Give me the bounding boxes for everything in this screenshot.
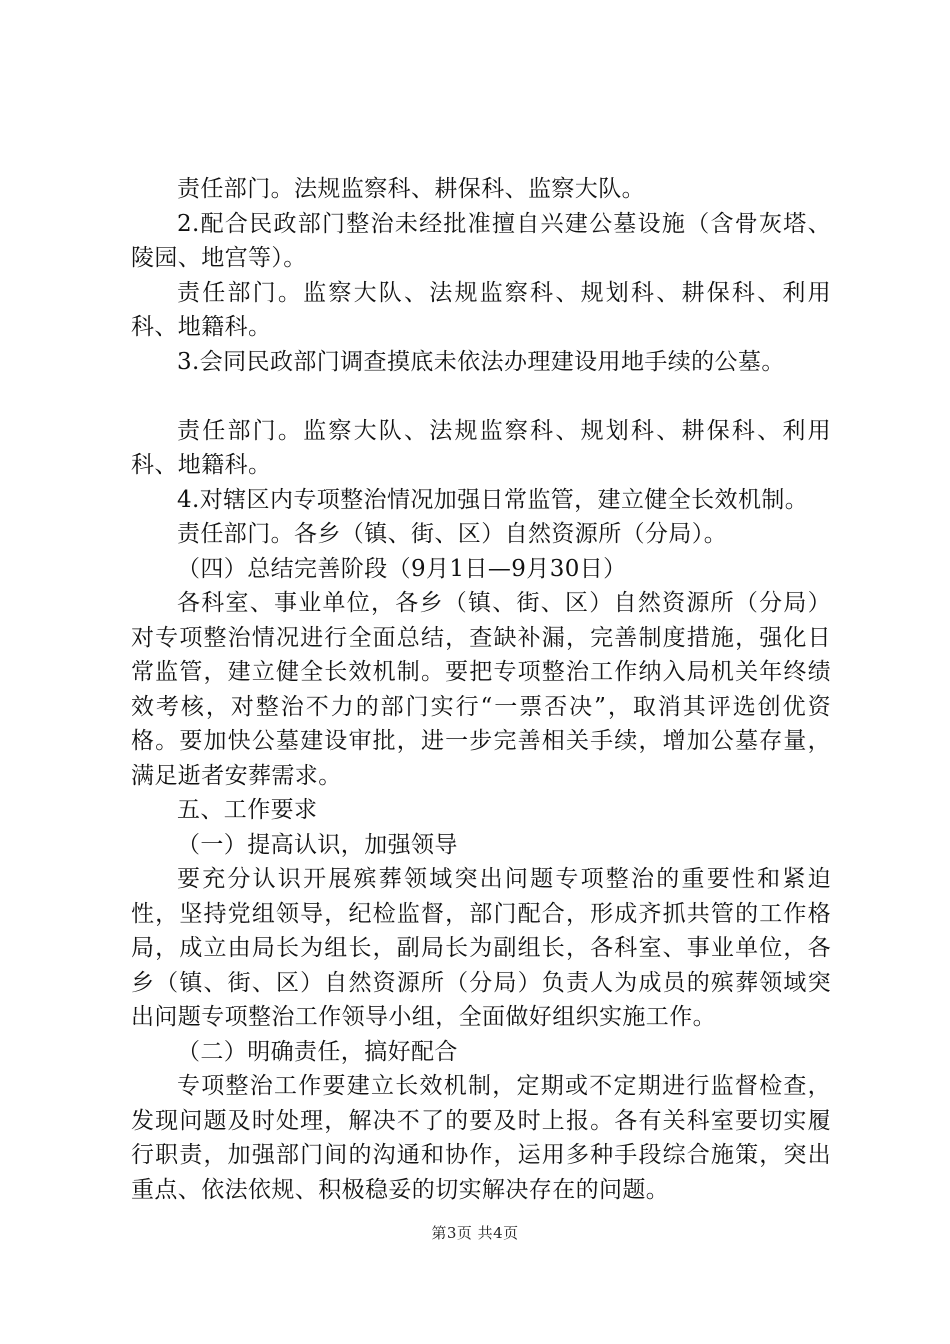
paragraph-leadership: 要充分认识开展殡葬领域突出问题专项整治的重要性和紧迫性，坚持党组领导，纪检监督，部门配合，形成齐抓共管的工作格局，成立由局长为组长，副局长为副组长，各科室、事业单位，各乡（镇、街、区）自然资源所（分局）负责人为成员的殡葬领域突出问题专项整治工作领导小组，全面做好组织实施工作。 [131, 866, 831, 1030]
section-heading-work-requirements: 五、工作要求 [177, 797, 318, 823]
document-body [131, 172, 831, 1207]
paragraph-item-2: 2.配合民政部门整治未经批准擅自兴建公墓设施（含骨灰塔、陵园、地宫等）。 [131, 210, 831, 271]
subheading-responsibility: （二）明确责任，搞好配合 [177, 1038, 458, 1065]
paragraph-summary-phase: 各科室、事业单位，各乡（镇、街、区）自然资源所（分局）对专项整治情况进行全面总结，查缺补漏，完善制度措施，强化日常监管，建立健全长效机制。要把专项整治工作纳入局机关年终绩效考核，对整治不力的部门实行“一票否决”，取消其评选创优资格。要加快公墓建设审批，进一步完善相关手续，增加公墓存量，满足逝者安葬需求。 [131, 590, 831, 789]
subheading-leadership: （一）提高认识，加强领导 [177, 831, 458, 858]
paragraph-responsibility-cooperation: 专项整治工作要建立长效机制，定期或不定期进行监督检查，发现问题及时处理，解决不了的要及时上报。各有关科室要切实履行职责，加强部门间的沟通和协作，运用多种手段综合施策，突出重点、依法依规、积极稳妥的切实解决存在的问题。 [131, 1073, 831, 1203]
paragraph-responsibility-3: 责任部门。监察大队、法规监察科、规划科、耕保科、利用科、地籍科。 [131, 417, 831, 478]
paragraph-responsibility-1: 责任部门。法规监察科、耕保科、监察大队。 [177, 176, 645, 202]
paragraph-responsibility-2: 责任部门。监察大队、法规监察科、规划科、耕保科、利用科、地籍科。 [131, 279, 831, 340]
page-footer: 第3页 共4页 [431, 1224, 519, 1242]
paragraph-item-4: 4.对辖区内专项整治情况加强日常监管，建立健全长效机制。 [177, 486, 809, 513]
section-heading-summary-phase: （四）总结完善阶段（9月1日—9月30日） [177, 555, 627, 582]
paragraph-responsibility-4: 责任部门。各乡（镇、街、区）自然资源所（分局）。 [177, 521, 728, 547]
paragraph-item-3: 3.会同民政部门调查摸底未依法办理建设用地手续的公墓。 [177, 348, 785, 375]
